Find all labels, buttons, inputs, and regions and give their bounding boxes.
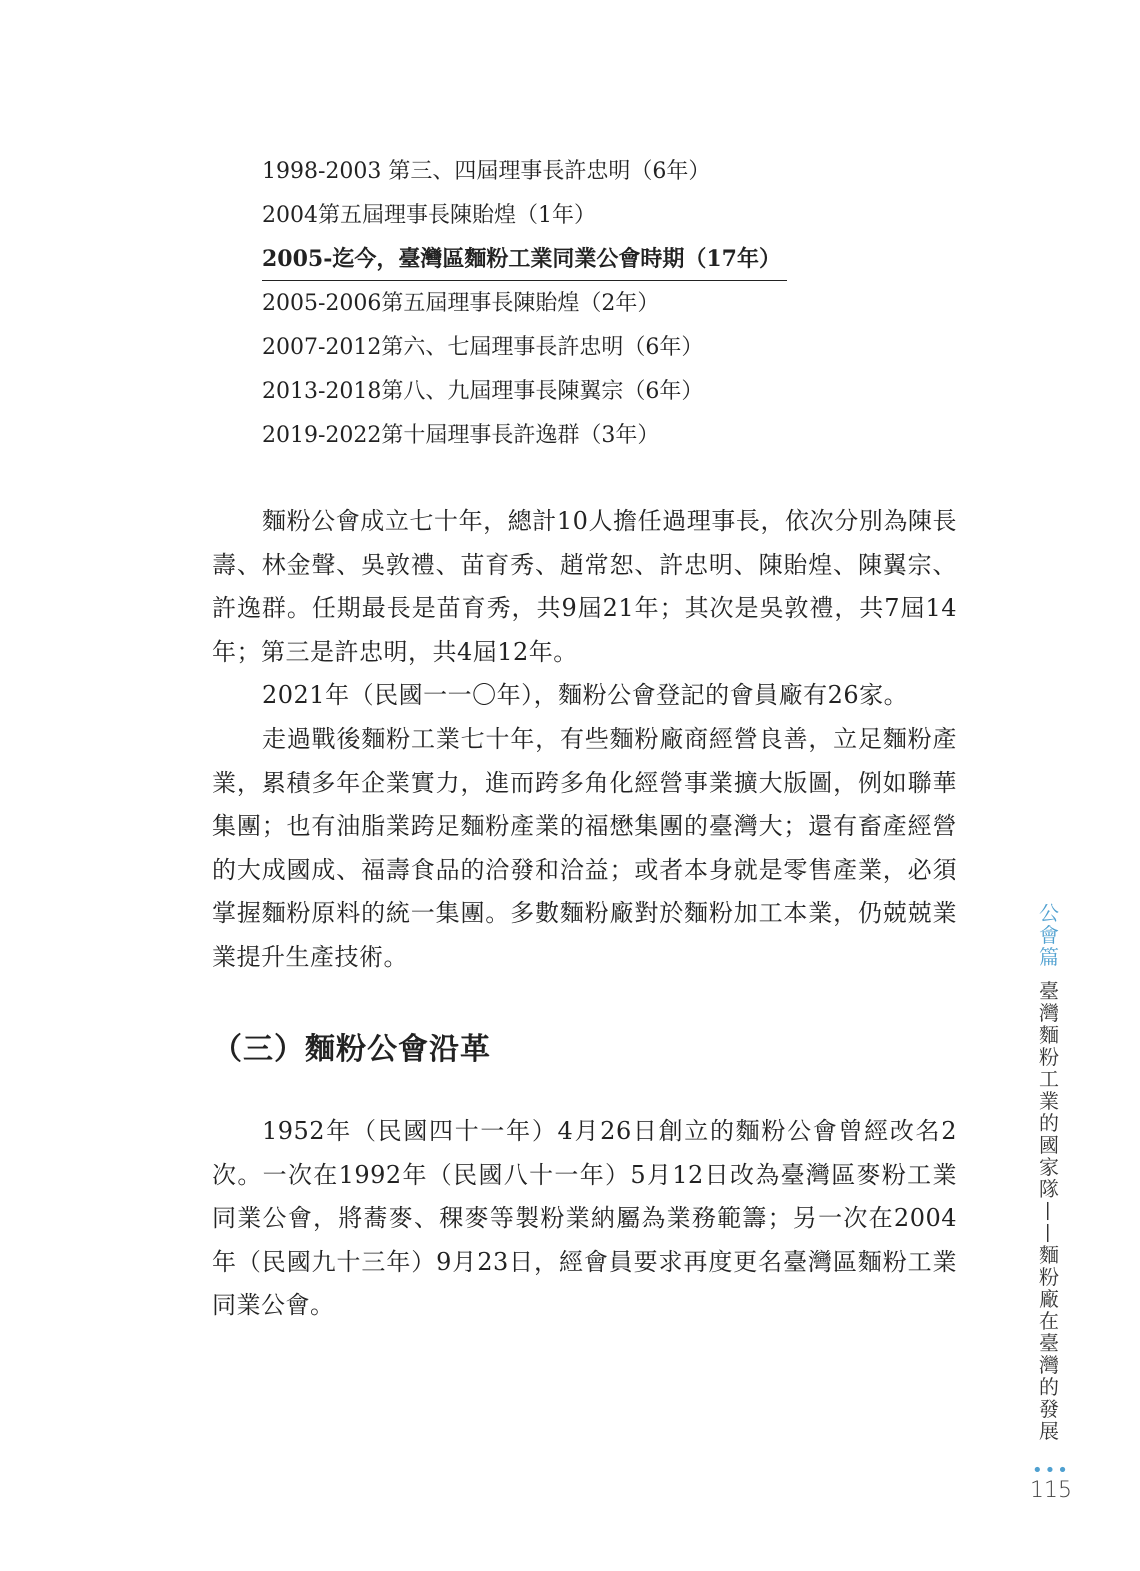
side-book-title: 臺 灣 麵 粉 工 業 的 國 家 隊 — — 麵 粉 廠 在 臺 灣 的 發 展: [1037, 979, 1061, 1443]
page-number: 115: [1030, 1478, 1072, 1503]
page-dots: •••: [1032, 1460, 1070, 1481]
paragraph: 2021年（民國一一〇年），麵粉公會登記的會員廠有26家。: [262, 681, 909, 710]
body-text: [212, 500, 957, 980]
paragraph: 1952年（民國四十一年）4月26日創立的麵粉公會曾經改名2次。一次在1992年（民國八十一年）5月12日改為臺灣區麥粉工業同業公會，將蕎麥、稞麥等製粉業納屬為業務範籌；另一次在2004年（民國九十三年）9月23日，經會員要求再度更名臺灣區麵粉工業同業公會。: [212, 1117, 957, 1320]
side-running-title: [1034, 902, 1064, 1442]
side-category: 公 會 篇: [1039, 901, 1059, 969]
section-body: [212, 1110, 957, 1328]
list-line: 2004第五屆理事長陳貽煌（1年）: [262, 203, 596, 228]
section-title: （三）麵粉公會沿革: [212, 1032, 491, 1067]
chairman-list: [262, 150, 882, 458]
paragraph: 麵粉公會成立七十年，總計10人擔任過理事長，依次分別為陳長壽、林金聲、吳敦禮、苗育秀、趙常恕、許忠明、陳貽煌、陳翼宗、許逸群。任期最長是苗育秀，共9屆21年；其次是吳敦禮，共7屆14年；第三是許忠明，共4屆12年。: [212, 507, 957, 666]
paragraph: 走過戰後麵粉工業七十年，有些麵粉廠商經營良善，立足麵粉產業，累積多年企業實力，進而跨多角化經營事業擴大版圖，例如聯華集團；也有油脂業跨足麵粉產業的福懋集團的臺灣大；還有畜產經營的大成國成、福壽食品的洽發和洽益；或者本身就是零售產業，必須掌握麵粉原料的統一集團。多數麵粉廠對於麵粉加工本業，仍兢兢業業提升生產技術。: [212, 724, 957, 971]
period-heading: 2005-迄今，臺灣區麵粉工業同業公會時期（17年）: [262, 238, 787, 281]
list-line: 2005-2006第五屆理事長陳貽煌（2年）: [262, 291, 660, 316]
list-line: 2007-2012第六、七屆理事長許忠明（6年）: [262, 335, 704, 360]
list-line: 2019-2022第十屆理事長許逸群（3年）: [262, 423, 660, 448]
list-line: 2013-2018第八、九屆理事長陳翼宗（6年）: [262, 379, 704, 404]
list-line: 1998-2003 第三、四屆理事長許忠明（6年）: [262, 159, 711, 184]
